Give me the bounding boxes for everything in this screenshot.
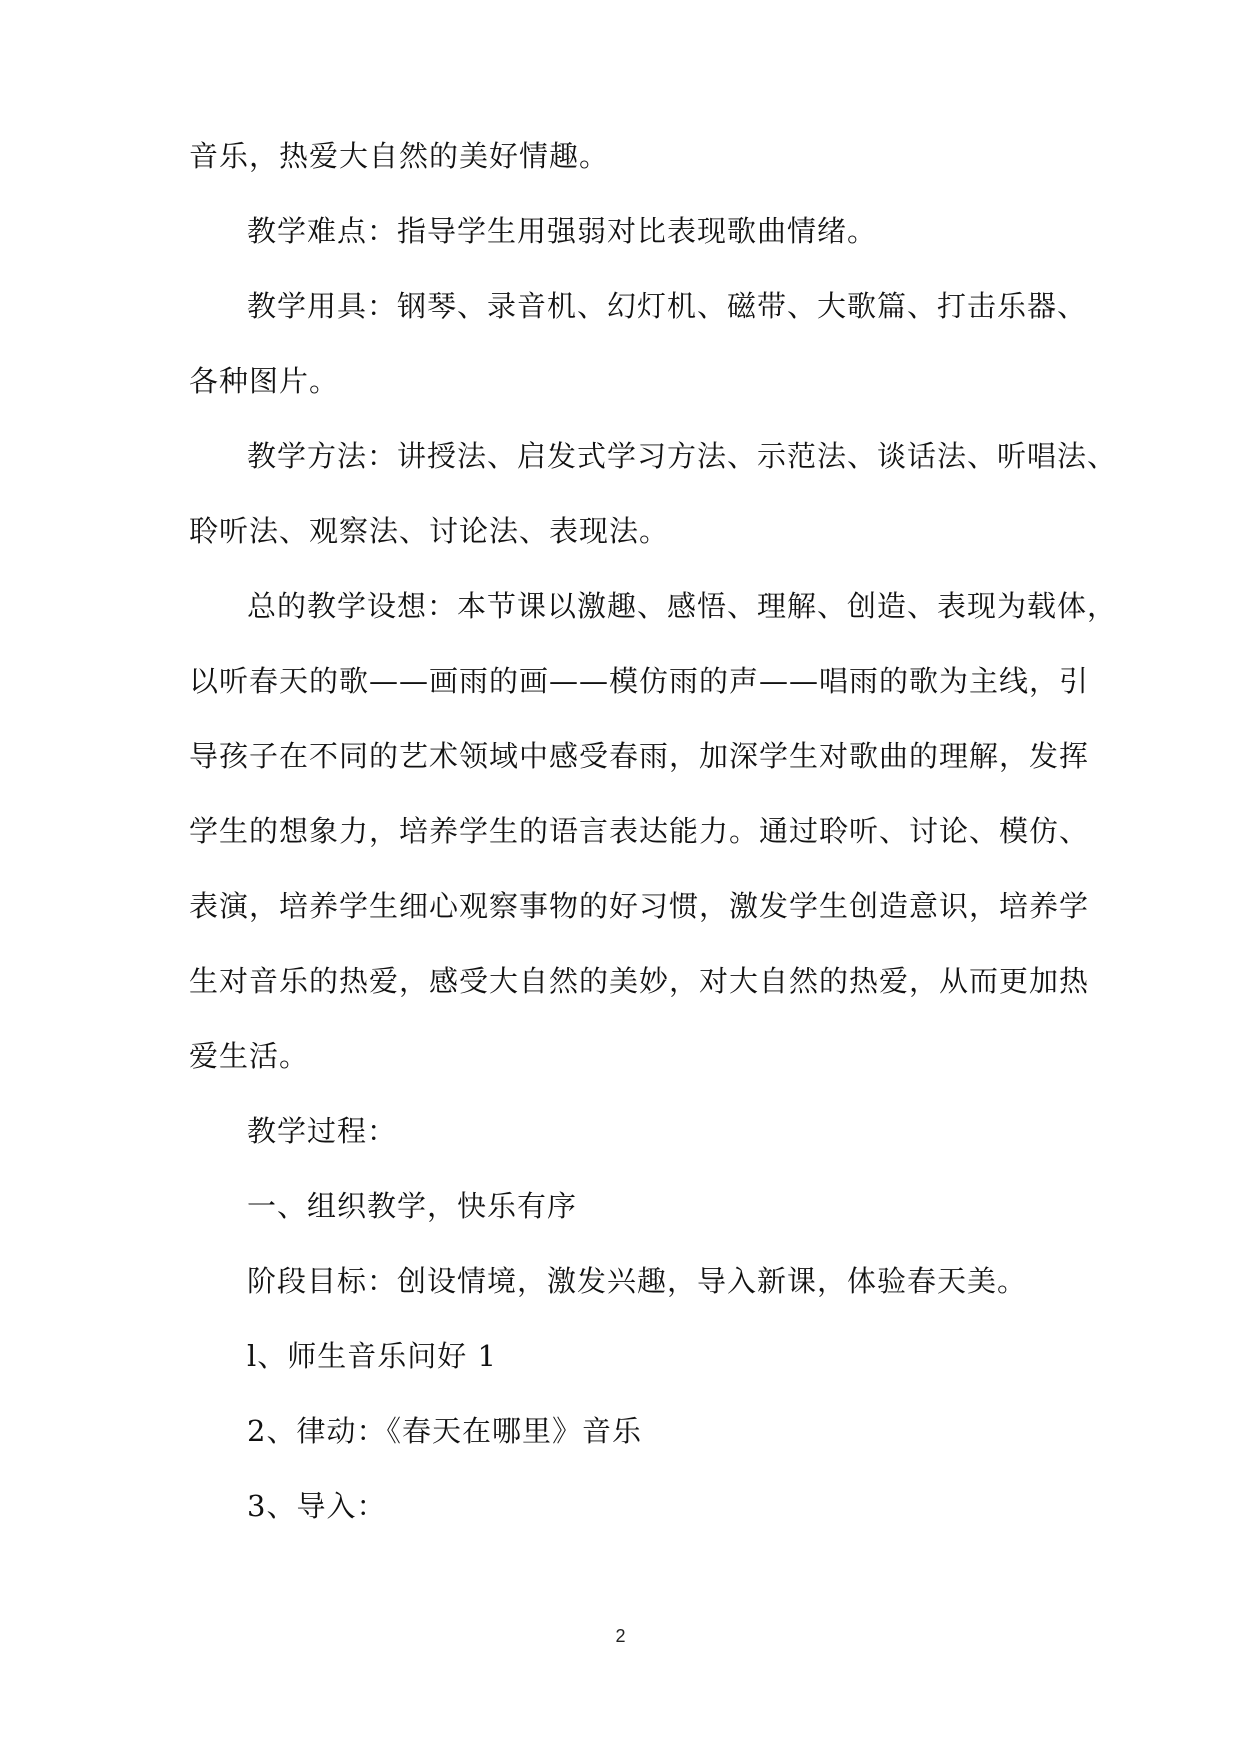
text-line: 各种图片。 [189,364,340,398]
text-line: 爱生活。 [189,1039,310,1073]
text-line: 教学方法：讲授法、启发式学习方法、示范法、谈话法、听唱法、 [247,439,1118,473]
list-item: 2、律动：《春天在哪里》音乐 [247,1414,642,1448]
text-line: 以听春天的歌——画雨的画——模仿雨的声——唱雨的歌为主线，引 [189,664,1090,698]
section-heading: 教学过程： [247,1114,398,1148]
text-line: 表演，培养学生细心观察事物的好习惯，激发学生创造意识，培养学 [189,889,1090,923]
text-line: 导孩子在不同的艺术领域中感受春雨，加深学生对歌曲的理解，发挥 [189,739,1090,773]
section-heading: 一、组织教学，快乐有序 [247,1189,578,1223]
list-item: l、师生音乐问好 1 [247,1339,497,1373]
text-line: 学生的想象力，培养学生的语言表达能力。通过聆听、讨论、模仿、 [189,814,1090,848]
text-line: 音乐，热爱大自然的美好情趣。 [189,139,610,173]
text-line: 生对音乐的热爱，感受大自然的美妙，对大自然的热爱，从而更加热 [189,964,1090,998]
page-number: 2 [615,1626,626,1646]
text-line: 阶段目标：创设情境，激发兴趣，导入新课，体验春天美。 [247,1264,1028,1298]
text-line: 聆听法、观察法、讨论法、表现法。 [189,514,670,548]
text-line: 教学用具：钢琴、录音机、幻灯机、磁带、大歌篇、打击乐器、 [247,289,1088,323]
list-item: 3、导入： [247,1489,387,1523]
text-line: 教学难点：指导学生用强弱对比表现歌曲情绪。 [247,214,878,248]
text-line: 总的教学设想：本节课以激趣、感悟、理解、创造、表现为载体， [247,589,1118,623]
